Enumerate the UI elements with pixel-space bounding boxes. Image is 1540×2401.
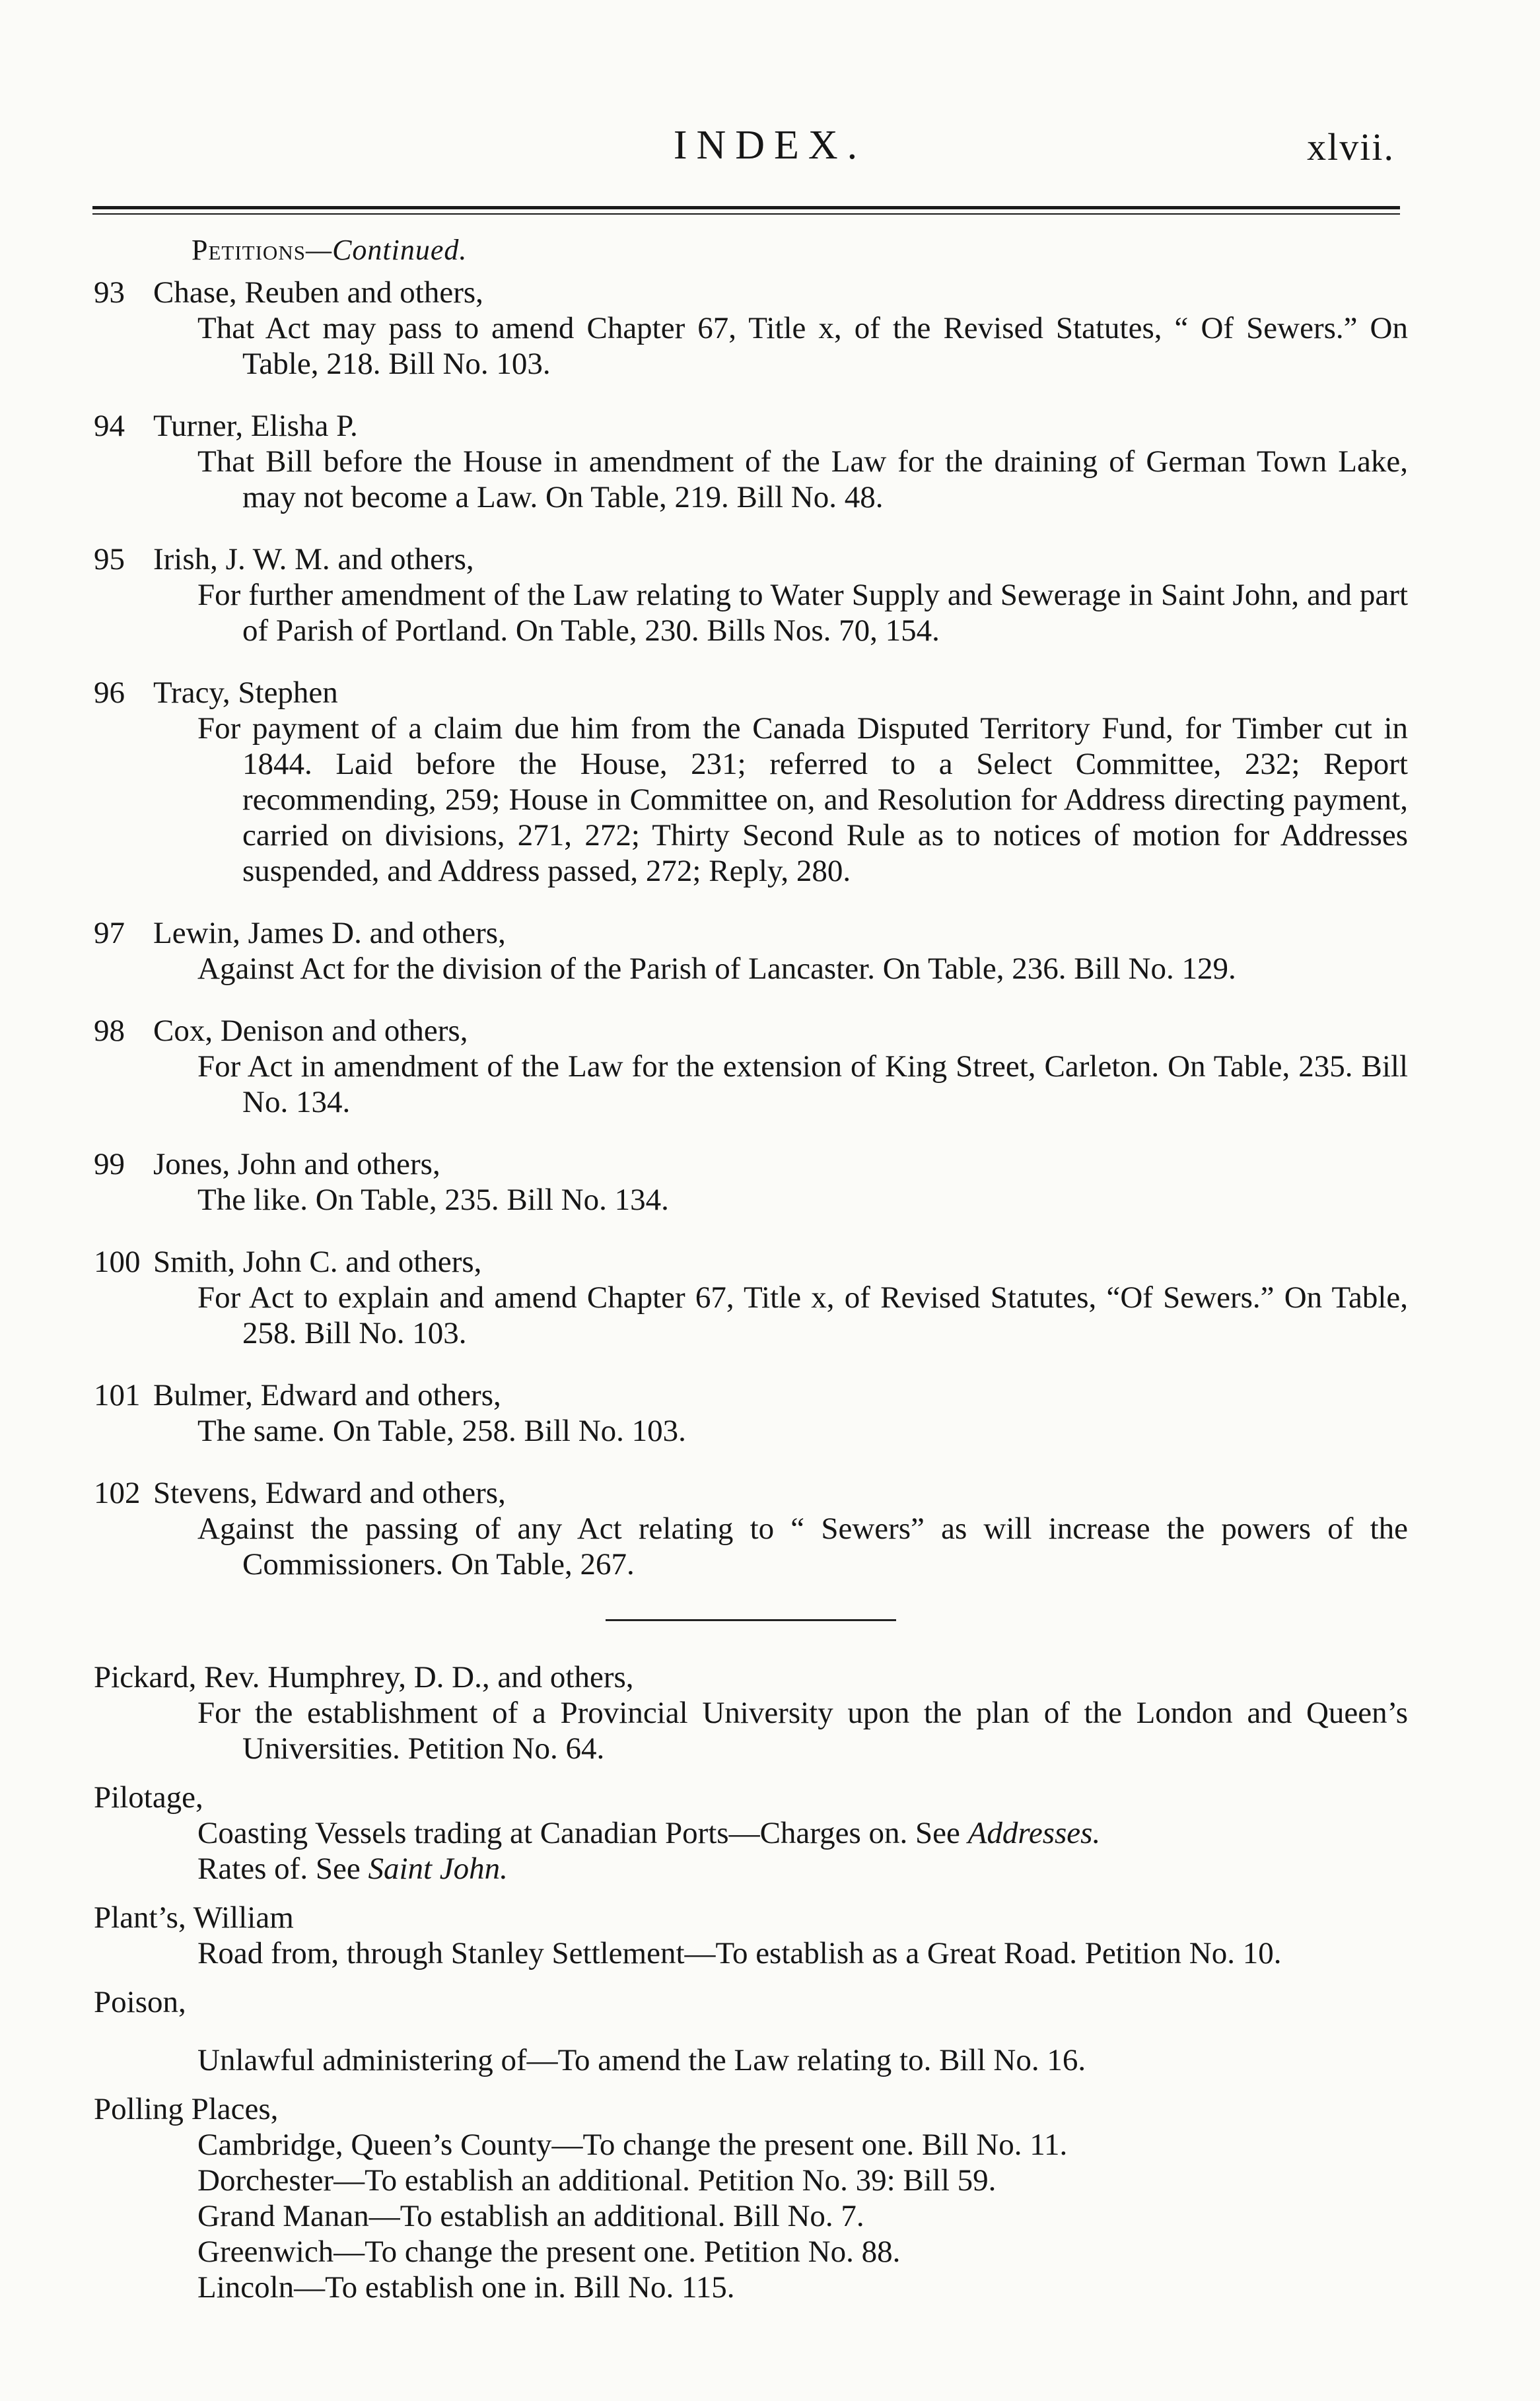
page-number: xlvii.	[1307, 125, 1395, 168]
section-heading-suffix: —Continued.	[305, 234, 468, 266]
petition-description: That Bill before the House in amendment of the Law for the draining of German Town Lake, may not become a Law. On Table, 219. Bill No. 48.	[197, 444, 1408, 514]
index-entry-plants	[94, 1900, 1408, 1971]
subentry-text: Coasting Vessels trading at Canadian Ports—Charges on. See	[197, 1816, 968, 1850]
entry-heading: Poison,	[94, 1985, 186, 2019]
petition-entry	[94, 275, 1408, 382]
petitioner-name: Chase, Reuben and others,	[153, 275, 483, 310]
petition-description: For Act to explain and amend Chapter 67, Title x, of Revised Statutes, “Of Sewers.” On Table, 258. Bill No. 103.	[197, 1280, 1408, 1350]
petition-number: 102	[94, 1476, 141, 1510]
entry-subentry: Dorchester—To establish an additional. Petition No. 39: Bill 59.	[197, 2163, 997, 2198]
petitioner-name: Smith, John C. and others,	[153, 1245, 482, 1279]
petition-description: For further amendment of the Law relating to Water Supply and Sewerage in Saint John, and part of Parish of Portland. On Table, 230. Bills Nos. 70, 154.	[197, 578, 1408, 648]
entry-subentry: Cambridge, Queen’s County—To change the present one. Bill No. 11.	[197, 2128, 1068, 2162]
entry-subentry: For the establishment of a Provincial University upon the plan of the London and Queen’s Universities. Petition No. 64.	[197, 1696, 1408, 1766]
petition-number: 95	[94, 542, 125, 576]
petition-description: The same. On Table, 258. Bill No. 103.	[197, 1414, 686, 1448]
petition-entry	[94, 1013, 1408, 1120]
index-entry-polling-places	[94, 2091, 1408, 2305]
petition-description: That Act may pass to amend Chapter 67, Title x, of the Revised Statutes, “ Of Sewers.” On Table, 218. Bill No. 103.	[197, 311, 1408, 381]
petition-number: 93	[94, 275, 125, 310]
cross-reference: Saint John.	[368, 1852, 508, 1886]
petitioner-name: Stevens, Edward and others,	[153, 1476, 506, 1510]
header-rule	[92, 206, 1400, 209]
petition-entry	[94, 1377, 1408, 1449]
petition-entry	[94, 1244, 1408, 1351]
petition-entry	[94, 408, 1408, 515]
entry-subentry: Greenwich—To change the present one. Petition No. 88.	[197, 2235, 901, 2269]
petition-description: Against Act for the division of the Parish of Lancaster. On Table, 236. Bill No. 129.	[197, 952, 1236, 986]
petitioner-name: Jones, John and others,	[153, 1147, 440, 1181]
petition-number: 99	[94, 1147, 125, 1181]
index-content	[94, 228, 1408, 2318]
entry-subentry: Lincoln—To establish one in. Bill No. 115.	[197, 2270, 735, 2305]
subentry-text: Rates of. See	[197, 1852, 368, 1886]
petition-list	[94, 275, 1408, 2305]
section-divider	[606, 1619, 896, 1621]
section-heading-prefix: Petitions	[192, 234, 306, 266]
petitioner-name: Bulmer, Edward and others,	[153, 1378, 501, 1412]
index-entry-poison	[94, 1984, 1408, 2078]
entry-subentry: Road from, through Stanley Settlement—To establish as a Great Road. Petition No. 10.	[197, 1936, 1282, 1970]
entry-subentry: Grand Manan—To establish an additional. Bill No. 7.	[197, 2199, 864, 2233]
petition-entry	[94, 675, 1408, 889]
entry-heading: Pickard, Rev. Humphrey, D. D., and others,	[94, 1660, 634, 1694]
petition-number: 100	[94, 1245, 141, 1279]
entry-heading: Polling Places,	[94, 2092, 279, 2126]
section-heading	[94, 228, 1408, 272]
petition-description: For Act in amendment of the Law for the extension of King Street, Carleton. On Table, 235. Bill No. 134.	[197, 1049, 1408, 1119]
petition-number: 96	[94, 676, 125, 710]
entry-heading: Pilotage,	[94, 1780, 203, 1815]
entry-heading: Plant’s, William	[94, 1900, 294, 1935]
petitioner-name: Cox, Denison and others,	[153, 1014, 468, 1048]
index-entry-pickard	[94, 1659, 1408, 1766]
petition-number: 101	[94, 1378, 141, 1412]
petition-entry	[94, 541, 1408, 648]
petition-number: 98	[94, 1014, 125, 1048]
petition-description: The like. On Table, 235. Bill No. 134.	[197, 1183, 669, 1217]
entry-subentry	[197, 1851, 1408, 1887]
petition-description: For payment of a claim due him from the Canada Disputed Territory Fund, for Timber cut in 1844. Laid before the House, 231; referred to a Select Committee, 232; Report recommending, 259; House in Committee on, and Resolution for Address directing payment, carried on divisions, 271, 272; Thirty Second Rule as to notices of motion for Addresses suspended, and Address passed, 272; Reply, 280.	[197, 711, 1408, 888]
cross-reference: Addresses.	[967, 1816, 1101, 1850]
petition-number: 97	[94, 916, 125, 950]
petition-entry	[94, 1146, 1408, 1218]
petition-entry	[94, 1475, 1408, 1582]
petition-number: 94	[94, 409, 125, 443]
header-rule-thin	[92, 213, 1400, 215]
petitioner-name: Tracy, Stephen	[153, 676, 338, 710]
index-entry-pilotage	[94, 1780, 1408, 1887]
petition-description: Against the passing of any Act relating to “ Sewers” as will increase the powers of the Commissioners. On Table, 267.	[197, 1512, 1408, 1582]
entry-subentry: Unlawful administering of—To amend the Law relating to. Bill No. 16.	[197, 2043, 1086, 2077]
petitioner-name: Turner, Elisha P.	[153, 409, 358, 443]
petitioner-name: Lewin, James D. and others,	[153, 916, 506, 950]
petitioner-name: Irish, J. W. M. and others,	[153, 542, 474, 576]
running-title: INDEX.	[673, 123, 867, 168]
entry-subentry	[197, 1815, 1408, 1851]
petition-entry	[94, 915, 1408, 987]
